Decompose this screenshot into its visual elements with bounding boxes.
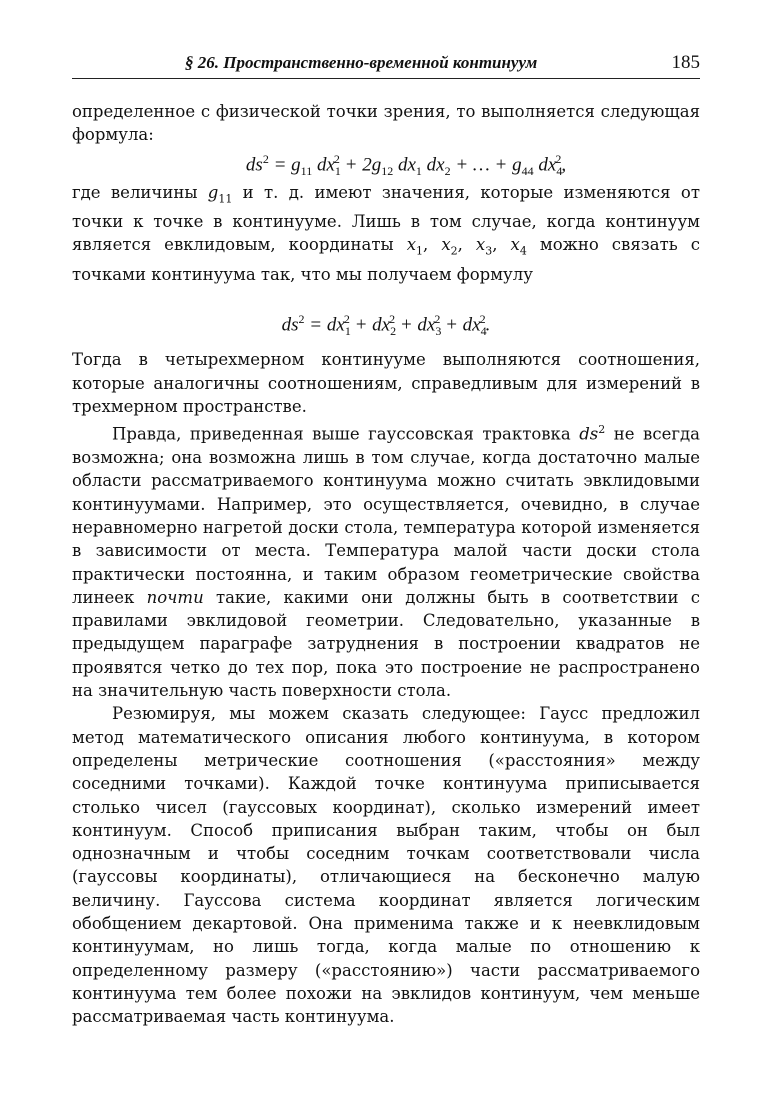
- page-number: 185: [671, 52, 700, 73]
- paragraph-5: Резюмируя, мы можем сказать следующее: Гаусс предложил метод математического описания любого континуума, в котором определены метрические соотношения («расстояния» между соседними точками). Каждой точке континуума приписывается столько чисел (гауссовых координат), сколько измерений имеет континуум. Способ приписания выбран таким, чтобы он был однозначным и чтобы соседним точкам соответствовали числа (гауссовы координаты), отличающиеся на бесконечно малую величину. Гауссова система координат является логическим обобщением декартовой. Она применима также и к неевклидовым континуумам, но лишь тогда, когда малые по отношению к определенному размеру («расстоянию») части рассматриваемого континуума тем более похожи на эвклидов континуум, чем меньше рассматриваемая часть континуума.: [72, 704, 700, 1027]
- formula-metric-general: $ds^2 = g_{11}$ $dx_1^2 + 2g_{12}$ $dx_1$ $dx_2$ + … + $g_{44}$ $dx_4^2$,: [245, 151, 567, 178]
- page-body: [72, 100, 700, 1028]
- running-header: [72, 50, 700, 79]
- paragraph-3: Тогда в четырехмерном континууме выполняются соотношения, которые аналогичны соотношениям, справедливым для измерений в трехмерном пространстве.: [72, 350, 700, 416]
- paragraph-2: где величины $g_{11}$ и т. д. имеют значения, которые изменяются от точки к точке в континууме. Лишь в том случае, когда континуум является евклидовым, координаты $x_1$, $x_2$, $x_3$, $x_4$ можно связать с точками континуума так, что мы получаем формулу: [72, 182, 700, 285]
- paragraph-4: Правда, приведенная выше гауссовская трактовка $ds^2$ не всегда возможна; она возможна лишь в том случае, когда достаточно малые области рассматриваемого континуума можно считать эвклидовыми континуумами. Например, это осуществляется, очевидно, в случае неравномерно нагретой доски стола, температура которой изменяется в зависимости от места. Температура малой части доски стола практически постоянна, и таким образом геометрические свойства линеек почти такие, какими они должны быть в соответствии с правилами эвклидовой геометрии. Следовательно, указанные в предыдущем параграфе затруднения в построении квадратов не проявятся четко до тех пор, пока это построение не распространено на значительную часть поверхности стола.: [72, 423, 700, 701]
- paragraph-1: определенное с физической точки зрения, то выполняется следующая формула:: [72, 102, 700, 145]
- running-title: § 26. Пространственно-временной континуум: [185, 53, 538, 72]
- formula-metric-euclidean: $ds^2 = dx_1^2 + dx_2^2 + dx_3^2 + dx_4^2$.: [281, 312, 491, 339]
